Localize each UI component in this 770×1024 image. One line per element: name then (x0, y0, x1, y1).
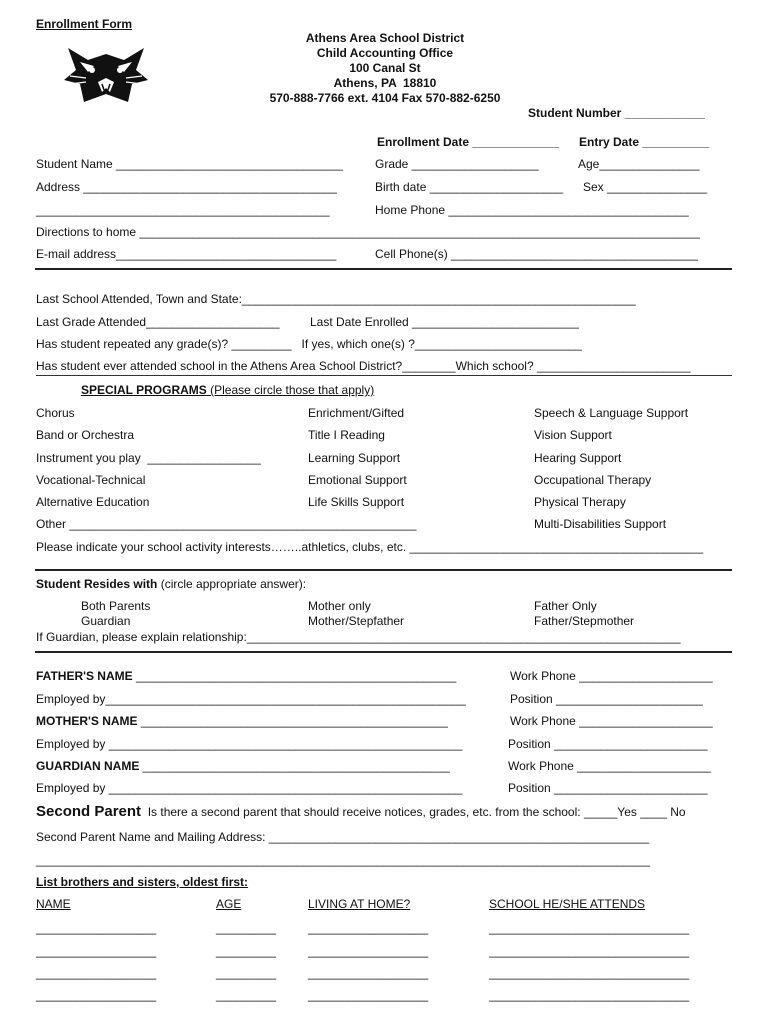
sibling-living-input[interactable]: __________________ (308, 921, 429, 935)
program-vocational[interactable]: Vocational-Technical (36, 473, 146, 487)
birth-date-field[interactable]: Birth date ____________________ (375, 180, 564, 194)
resides-father-stepmother[interactable]: Father/Stepmother (534, 614, 635, 628)
grade-field[interactable]: Grade ___________________ (375, 157, 539, 171)
program-occupational[interactable]: Occupational Therapy (534, 473, 652, 487)
guardian-employer-field[interactable]: Employed by _____________________________________________________ (36, 781, 463, 795)
last-grade-field[interactable]: Last Grade Attended____________________ (36, 315, 280, 329)
second-parent-address-field[interactable]: Second Parent Name and Mailing Address: _________________________________________________________ (36, 830, 650, 844)
sibling-name-input[interactable]: __________________ (36, 944, 157, 958)
entry-date-field[interactable]: Entry Date __________ (579, 135, 710, 149)
section-divider (35, 268, 732, 270)
resides-both-parents[interactable]: Both Parents (81, 599, 151, 613)
student-name-field[interactable]: Student Name __________________________________ (36, 157, 343, 171)
guardian-name-line: ______________________________________________ (139, 759, 450, 773)
program-enrichment[interactable]: Enrichment/Gifted (308, 406, 405, 420)
guardian-position-field[interactable]: Position _______________________ (508, 781, 708, 795)
program-alternative[interactable]: Alternative Education (36, 495, 150, 509)
sibling-name-input[interactable]: __________________ (36, 966, 157, 980)
address-line-2[interactable]: ____________________________________________ (36, 203, 330, 217)
siblings-heading: List brothers and sisters, oldest first: (36, 875, 249, 889)
mother-position-field[interactable]: Position _______________________ (508, 737, 708, 751)
resides-father-only[interactable]: Father Only (534, 599, 597, 613)
last-school-field[interactable]: Last School Attended, Town and State:___________________________________________________________ (36, 292, 636, 306)
program-band[interactable]: Band or Orchestra (36, 428, 135, 442)
last-date-field[interactable]: Last Date Enrolled _________________________ (310, 315, 579, 329)
sibling-living-input[interactable]: __________________ (308, 944, 429, 958)
program-learning[interactable]: Learning Support (308, 451, 401, 465)
resides-note: (circle appropriate answer): (157, 577, 307, 591)
program-chorus[interactable]: Chorus (36, 406, 75, 420)
guardian-name-field[interactable] (36, 759, 450, 773)
mother-work-phone-field[interactable]: Work Phone ____________________ (510, 714, 713, 728)
mother-employer-field[interactable]: Employed by _____________________________________________________ (36, 737, 463, 751)
city-state-zip: Athens, PA 18810 (333, 76, 437, 90)
father-name-field[interactable] (36, 669, 456, 683)
section-divider (35, 651, 732, 653)
office-name: Child Accounting Office (316, 46, 454, 60)
father-work-phone-field[interactable]: Work Phone ____________________ (510, 669, 713, 683)
sex-field[interactable]: Sex _______________ (583, 180, 708, 194)
father-name-label: FATHER'S NAME (36, 669, 133, 683)
siblings-col-name: NAME (36, 897, 71, 911)
email-field[interactable]: E-mail address_________________________________ (36, 247, 337, 261)
street-address: 100 Canal St (349, 61, 421, 75)
second-parent-question[interactable] (36, 803, 686, 821)
sibling-age-input[interactable]: _________ (216, 944, 277, 958)
father-employer-field[interactable]: Employed by______________________________________________________ (36, 692, 466, 706)
father-name-line: ________________________________________________ (132, 669, 457, 683)
program-life-skills[interactable]: Life Skills Support (308, 495, 405, 509)
sibling-school-input[interactable]: ______________________________ (489, 988, 690, 1002)
address-field[interactable]: Address ______________________________________ (36, 180, 337, 194)
program-emotional[interactable]: Emotional Support (308, 473, 407, 487)
sibling-age-input[interactable]: _________ (216, 988, 277, 1002)
father-position-field[interactable]: Position ______________________ (510, 692, 703, 706)
program-instrument[interactable]: Instrument you play _________________ (36, 451, 261, 465)
wildcat-logo (58, 40, 154, 108)
second-parent-address-line[interactable]: ____________________________________________________________________________________________ (36, 853, 650, 867)
age-field[interactable]: Age_______________ (578, 157, 700, 171)
mother-name-line: ______________________________________________ (137, 714, 448, 728)
guardian-work-phone-field[interactable]: Work Phone ____________________ (508, 759, 711, 773)
sibling-age-input[interactable]: _________ (216, 921, 277, 935)
mother-name-label: MOTHER'S NAME (36, 714, 138, 728)
guardian-name-label: GUARDIAN NAME (36, 759, 140, 773)
program-vision[interactable]: Vision Support (534, 428, 612, 442)
siblings-col-living: LIVING AT HOME? (308, 897, 411, 911)
form-title: Enrollment Form (36, 17, 133, 31)
directions-field[interactable]: Directions to home ____________________________________________________________________________________ (36, 225, 700, 239)
special-programs-note: (Please circle those that apply) (206, 383, 375, 397)
repeated-grade-field[interactable]: Has student repeated any grade(s)? _________ If yes, which one(s) ?_________________________ (36, 337, 582, 351)
siblings-col-school: SCHOOL HE/SHE ATTENDS (489, 897, 646, 911)
resides-title: Student Resides with (36, 577, 158, 591)
activity-interests-field[interactable]: Please indicate your school activity interests……..athletics, clubs, etc. ____________________________________________ (36, 540, 704, 554)
district-name: Athens Area School District (305, 31, 465, 45)
sibling-living-input[interactable]: __________________ (308, 988, 429, 1002)
sibling-age-input[interactable]: _________ (216, 966, 277, 980)
sibling-school-input[interactable]: ______________________________ (489, 966, 690, 980)
enrollment-date-field[interactable]: Enrollment Date _____________ (377, 135, 560, 149)
guardian-relationship-field[interactable]: If Guardian, please explain relationship:_________________________________________________________________ (36, 630, 681, 644)
second-parent-label: Second Parent (36, 803, 142, 820)
resides-mother-stepfather[interactable]: Mother/Stepfather (308, 614, 405, 628)
program-multi[interactable]: Multi-Disabilities Support (534, 517, 667, 531)
special-programs-heading (81, 383, 374, 397)
siblings-col-age: AGE (216, 897, 242, 911)
resides-guardian[interactable]: Guardian (81, 614, 131, 628)
resides-mother-only[interactable]: Mother only (308, 599, 371, 613)
sibling-living-input[interactable]: __________________ (308, 966, 429, 980)
rule-line (36, 375, 732, 376)
home-phone-field[interactable]: Home Phone ____________________________________ (375, 203, 689, 217)
program-hearing[interactable]: Hearing Support (534, 451, 622, 465)
sibling-school-input[interactable]: ______________________________ (489, 944, 690, 958)
sibling-name-input[interactable]: __________________ (36, 921, 157, 935)
resides-heading (36, 577, 306, 591)
sibling-school-input[interactable]: ______________________________ (489, 921, 690, 935)
program-speech[interactable]: Speech & Language Support (534, 406, 689, 420)
student-number-field[interactable]: Student Number ____________ (528, 106, 705, 120)
second-parent-text: Is there a second parent that should receive notices, grades, etc. from the school: _____Yes ____ No (141, 805, 686, 819)
program-physical[interactable]: Physical Therapy (534, 495, 626, 509)
attended-athens-field[interactable]: Has student ever attended school in the Athens Area School District?________Which school? _______________________ (36, 359, 691, 373)
cell-phone-field[interactable]: Cell Phone(s) _____________________________________ (375, 247, 698, 261)
sibling-name-input[interactable]: __________________ (36, 988, 157, 1002)
section-divider (35, 569, 732, 571)
phone-fax: 570-888-7766 ext. 4104 Fax 570-882-6250 (269, 91, 501, 105)
program-title-i[interactable]: Title I Reading (308, 428, 385, 442)
special-programs-title: SPECIAL PROGRAMS (81, 383, 207, 397)
mother-name-field[interactable] (36, 714, 448, 728)
program-other[interactable]: Other ____________________________________________________ (36, 517, 417, 531)
